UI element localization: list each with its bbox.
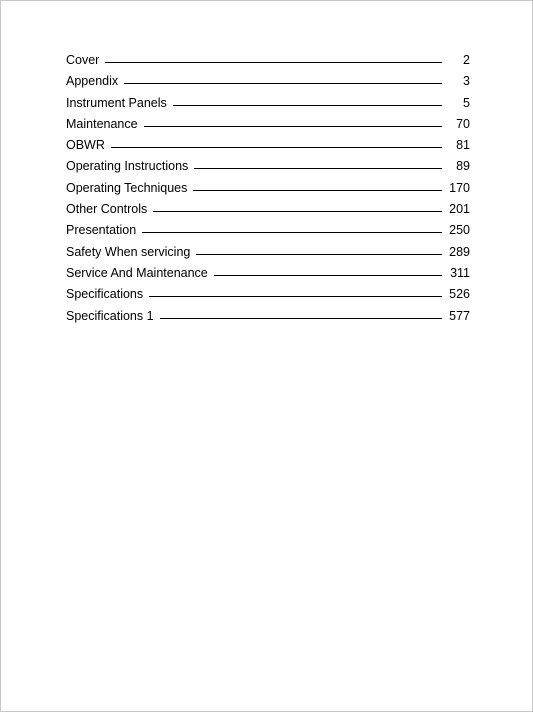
table-of-contents <box>66 53 470 330</box>
toc-entry-page-number: 577 <box>449 308 470 323</box>
toc-entry-title: Maintenance <box>66 116 138 131</box>
toc-entry-cover[interactable] <box>66 53 470 74</box>
toc-entry-title: Instrument Panels <box>66 95 167 110</box>
toc-entry-title: Operating Instructions <box>66 159 189 174</box>
toc-entry-specifications-1[interactable] <box>66 309 470 330</box>
toc-leader-line <box>214 275 442 276</box>
toc-leader-line <box>144 126 442 127</box>
toc-entry-page-number: 170 <box>449 180 470 195</box>
toc-leader-line <box>124 83 442 84</box>
toc-leader-line <box>153 211 442 212</box>
toc-leader-line <box>142 232 442 233</box>
toc-leader-line <box>173 105 442 106</box>
toc-entry-title: Appendix <box>66 74 119 89</box>
toc-entry-other-controls[interactable] <box>66 202 470 223</box>
toc-leader-line <box>196 254 442 255</box>
toc-entry-page-number: 289 <box>449 244 470 259</box>
toc-entry-page-number: 3 <box>463 74 470 89</box>
toc-entry-page-number: 201 <box>449 202 470 217</box>
toc-leader-line <box>149 296 442 297</box>
toc-entry-title: Other Controls <box>66 202 148 217</box>
toc-entry-instrument-panels[interactable] <box>66 96 470 117</box>
toc-leader-line <box>105 62 442 63</box>
toc-entry-title: Presentation <box>66 223 137 238</box>
toc-entry-operating-instructions[interactable] <box>66 159 470 180</box>
toc-entry-title: Cover <box>66 53 100 67</box>
toc-entry-page-number: 526 <box>449 287 470 302</box>
toc-leader-line <box>193 190 442 191</box>
toc-entry-title: OBWR <box>66 138 105 153</box>
toc-entry-page-number: 2 <box>463 53 470 67</box>
toc-entry-service-and-maintenance[interactable] <box>66 266 470 287</box>
toc-entry-page-number: 5 <box>463 95 470 110</box>
toc-entry-maintenance[interactable] <box>66 117 470 138</box>
toc-leader-line <box>111 147 442 148</box>
toc-entry-operating-techniques[interactable] <box>66 181 470 202</box>
toc-leader-line <box>194 168 442 169</box>
toc-entry-safety-when-servicing[interactable] <box>66 245 470 266</box>
toc-entry-title: Service And Maintenance <box>66 265 208 280</box>
toc-entry-appendix[interactable] <box>66 74 470 95</box>
toc-entry-title: Specifications <box>66 287 144 302</box>
toc-entry-page-number: 250 <box>449 223 470 238</box>
toc-entry-presentation[interactable] <box>66 223 470 244</box>
toc-entry-page-number: 70 <box>456 116 470 131</box>
toc-entry-title: Safety When servicing <box>66 244 191 259</box>
toc-entry-page-number: 81 <box>456 138 470 153</box>
toc-leader-line <box>160 318 442 319</box>
toc-entry-title: Specifications 1 <box>66 308 154 323</box>
toc-entry-specifications[interactable] <box>66 287 470 308</box>
toc-entry-page-number: 311 <box>450 265 470 280</box>
toc-entry-title: Operating Techniques <box>66 180 188 195</box>
toc-entry-page-number: 89 <box>456 159 470 174</box>
toc-entry-obwr[interactable] <box>66 138 470 159</box>
